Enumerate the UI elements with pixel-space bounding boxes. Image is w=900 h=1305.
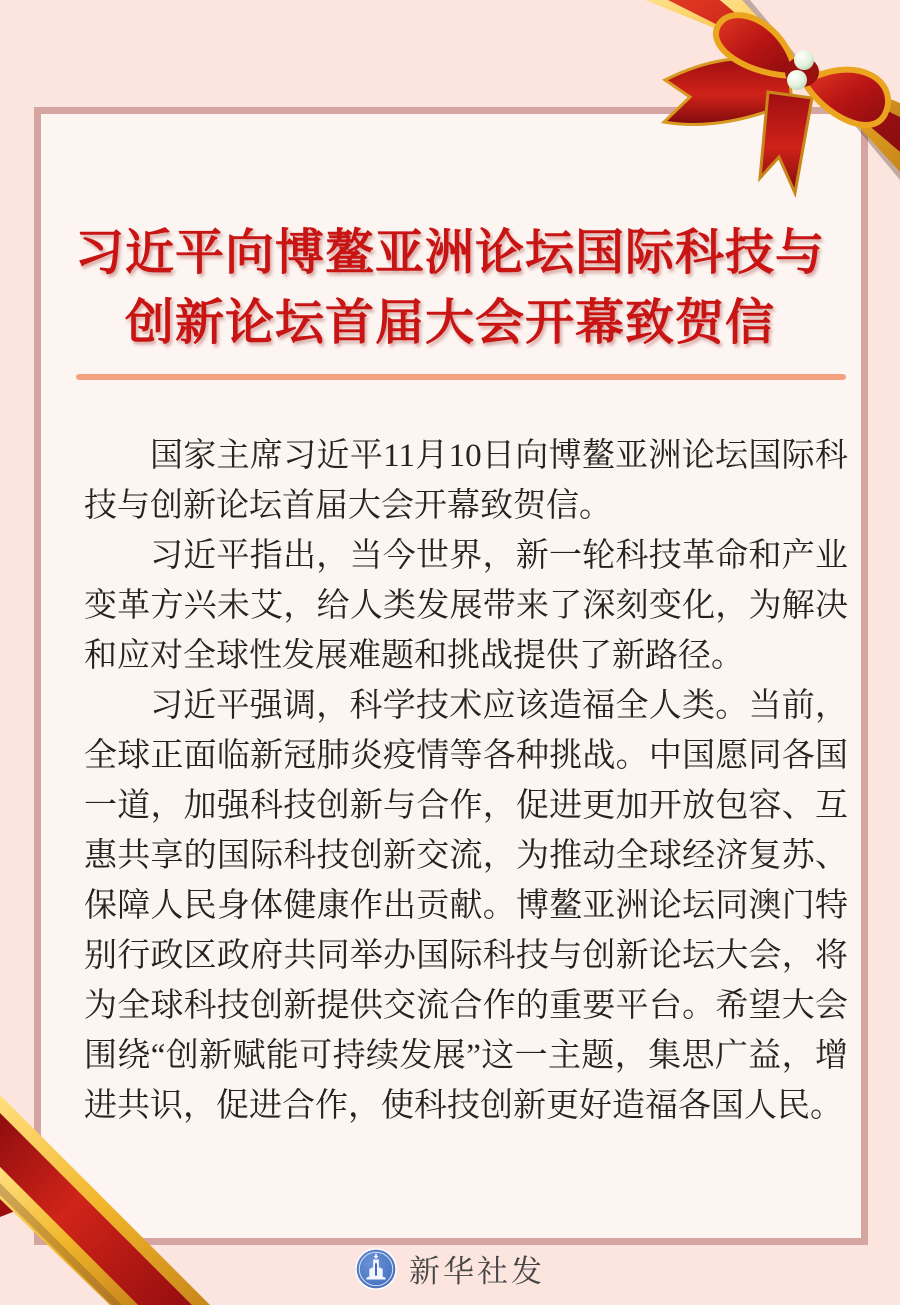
paragraph-3: 习近平强调，科学技术应该造福全人类。当前，全球正面临新冠肺炎疫情等各种挑战。中国愿同各国一道，加强科技创新与合作，促进更加开放包容、互惠共享的国际科技创新交流，为推动全球经济复苏、保障人民身体健康作出贡献。博鳌亚洲论坛同澳门特别行政区政府共同举办国际科技与创新论坛大会，将为全球科技创新提供交流合作的重要平台。希望大会围绕“创新赋能可持续发展”这一主题，集思广益，增进共识，促进合作，使科技创新更好造福各国人民。 xyxy=(84,688,848,1124)
paragraph-1: 国家主席习近平11月10日向博鳌亚洲论坛国际科技与创新论坛首届大会开幕致贺信。 xyxy=(84,438,848,524)
title-divider xyxy=(76,374,846,380)
bow-ribbon-icon xyxy=(620,0,900,215)
credit-text: 新华社发 xyxy=(409,1254,545,1289)
paragraph-2: 习近平指出，当今世界，新一轮科技革命和产业变革方兴未艾，给人类发展带来了深刻变化，为解决和应对全球性发展难题和挑战提供了新路径。 xyxy=(84,538,848,674)
xinhua-logo-icon xyxy=(355,1248,397,1290)
credit-footer xyxy=(0,1246,900,1291)
page-title xyxy=(50,218,850,358)
title-line-2: 创新论坛首届大会开幕致贺信 xyxy=(124,295,775,350)
pearl-icon xyxy=(787,70,807,90)
pearl-icon xyxy=(794,50,814,70)
article-body xyxy=(84,431,848,1131)
title-line-1: 习近平向博鳌亚洲论坛国际科技与 xyxy=(74,225,825,280)
